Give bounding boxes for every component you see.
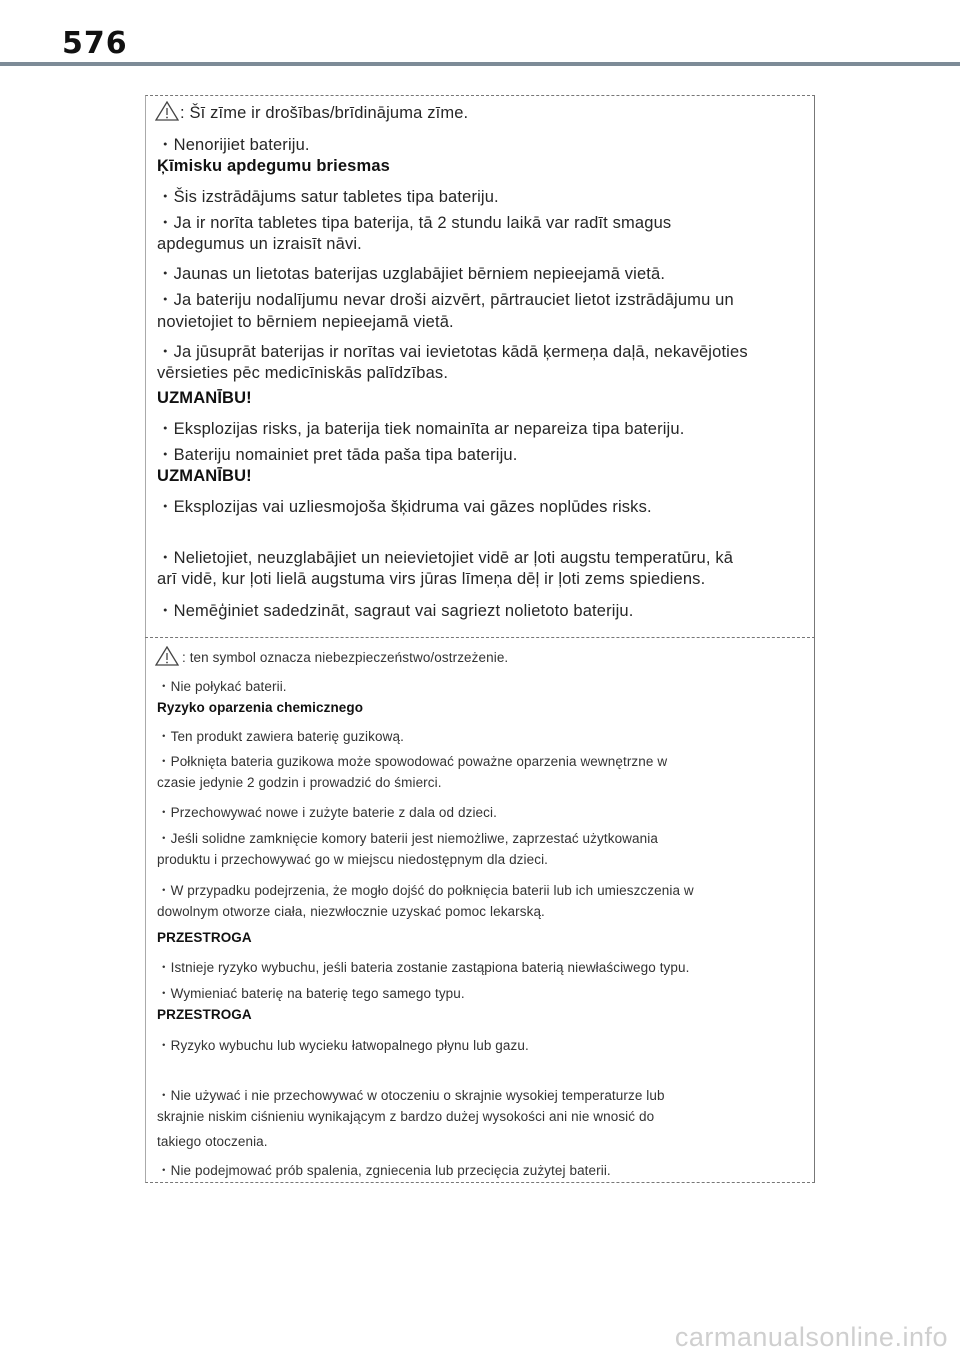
latvian-line: vērsieties pēc medicīniskās palīdzības.	[157, 364, 449, 382]
polish-line: ・Istnieje ryzyko wybuchu, jeśli bateria zostanie zastąpiona baterią niewłaściwego typu.	[157, 960, 690, 975]
polish-line: produktu i przechowywać go w miejscu niedostępnym dla dzieci.	[157, 852, 549, 867]
latvian-line: ・Eksplozijas risks, ja baterija tiek nomainīta ar nepareiza tipa bateriju.	[157, 420, 685, 438]
warning-triangle-icon	[155, 646, 179, 666]
latvian-line: ・Ja jūsuprāt baterijas ir norītas vai ievietotas kādā ķermeņa daļā, nekavējoties	[157, 343, 748, 361]
polish-line: ・Nie połykać baterii.	[157, 679, 287, 694]
polish-line: ・Połknięta bateria guzikowa może spowodować poważne oparzenia wewnętrzne w	[157, 754, 668, 769]
latvian-line: ・Nemēģiniet sadedzināt, sagraut vai sagriezt nolietoto bateriju.	[157, 602, 634, 620]
latvian-line: ・Bateriju nomainiet pret tāda paša tipa bateriju.	[157, 446, 518, 464]
section-divider	[145, 637, 815, 638]
latvian-caution-heading: UZMANĪBU!	[157, 389, 252, 407]
polish-line: ・Jeśli solidne zamknięcie komory baterii jest niemożliwe, zaprzestać użytkowania	[157, 831, 658, 846]
polish-line: ・Przechowywać nowe i zużyte baterie z dala od dzieci.	[157, 805, 497, 820]
polish-line: takiego otoczenia.	[157, 1134, 268, 1149]
page-number: 576	[62, 26, 128, 61]
latvian-caution-heading: UZMANĪBU!	[157, 467, 252, 485]
latvian-line: ・Nelietojiet, neuzglabājiet un neievietojiet vidē ar ļoti augstu temperatūru, kā	[157, 549, 734, 567]
polish-line: ・W przypadku podejrzenia, że mogło dojść do połknięcia baterii lub ich umieszczenia w	[157, 883, 694, 898]
polish-line: : ten symbol oznacza niebezpieczeństwo/ostrzeżenie.	[182, 650, 509, 665]
latvian-line: ・Ja ir norīta tabletes tipa baterija, tā 2 stundu laikā var radīt smagus	[157, 214, 672, 232]
latvian-line: ・Nenorijiet bateriju.	[157, 136, 310, 154]
polish-heading: Ryzyko oparzenia chemicznego	[157, 700, 364, 715]
polish-line: czasie jedynie 2 godzin i prowadzić do śmierci.	[157, 775, 442, 790]
polish-line: ・Nie podejmować prób spalenia, zgniecenia lub przecięcia zużytej baterii.	[157, 1163, 611, 1178]
polish-line: ・Ryzyko wybuchu lub wycieku łatwopalnego płynu lub gazu.	[157, 1038, 529, 1053]
latvian-line: arī vidē, kur ļoti lielā augstuma virs jūras līmeņa dēļ ir ļoti zems spiediens.	[157, 570, 706, 588]
latvian-line: ・Ja bateriju nodalījumu nevar droši aizvērt, pārtrauciet lietot izstrādājumu un	[157, 291, 734, 309]
latvian-heading: Ķīmisku apdegumu briesmas	[157, 157, 390, 175]
warning-triangle-icon	[155, 101, 179, 121]
header-rule	[0, 62, 960, 66]
polish-line: ・Wymieniać baterię na baterię tego samego typu.	[157, 986, 465, 1001]
polish-caution-heading: PRZESTROGA	[157, 1007, 252, 1022]
latvian-line: novietojiet to bērniem nepieejamā vietā.	[157, 313, 454, 331]
latvian-line: ・Eksplozijas vai uzliesmojoša šķidruma vai gāzes noplūdes risks.	[157, 498, 652, 516]
polish-caution-heading: PRZESTROGA	[157, 930, 252, 945]
latvian-line: : Šī zīme ir drošības/brīdinājuma zīme.	[180, 104, 469, 122]
latvian-line: ・Jaunas un lietotas baterijas uzglabājiet bērniem nepieejamā vietā.	[157, 265, 666, 283]
polish-line: skrajnie niskim ciśnieniu wynikającym z bardzo dużej wysokości ani nie wnosić do	[157, 1109, 655, 1124]
polish-line: ・Nie używać i nie przechowywać w otoczeniu o skrajnie wysokiej temperaturze lub	[157, 1088, 665, 1103]
polish-line: dowolnym otworze ciała, niezwłocznie uzyskać pomoc lekarską.	[157, 904, 545, 919]
latvian-line: apdegumus un izraisīt nāvi.	[157, 235, 362, 253]
polish-line: ・Ten produkt zawiera baterię guzikową.	[157, 729, 404, 744]
footer-watermark: carmanualsonline.info	[674, 1322, 948, 1352]
latvian-line: ・Šis izstrādājums satur tabletes tipa bateriju.	[157, 188, 499, 206]
